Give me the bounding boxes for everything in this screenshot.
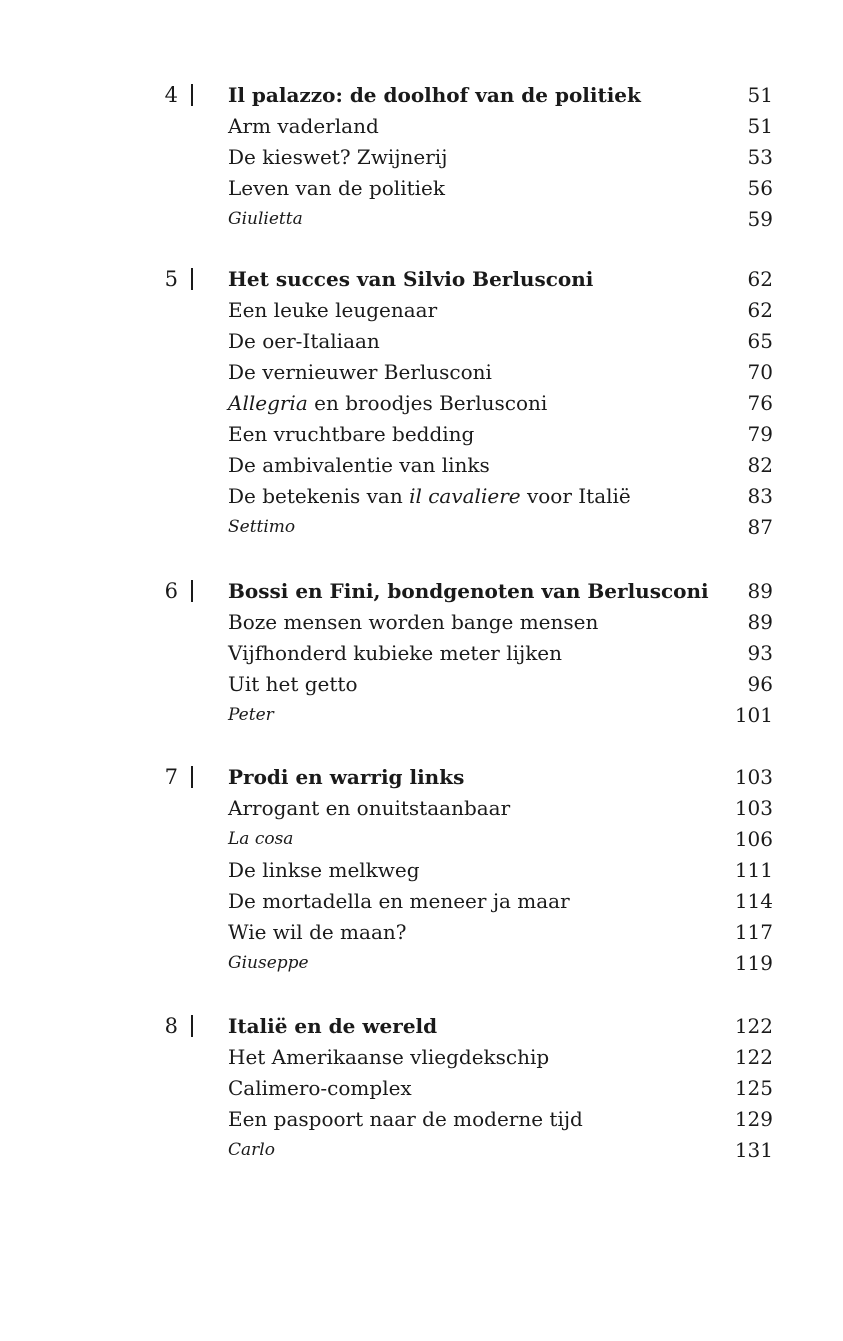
section-entry[interactable] <box>228 111 773 142</box>
section-title-part: De linkse melkweg <box>228 858 420 882</box>
section-title-part: Vijfhonderd kubieke meter lijken <box>228 641 563 665</box>
vignette-title: Giuseppe <box>228 953 309 973</box>
section-entry[interactable] <box>228 1042 773 1073</box>
section-title-part: en broodjes Berlusconi <box>307 391 548 415</box>
chapter-heading[interactable] <box>228 576 773 607</box>
page-number: 70 <box>747 360 773 384</box>
page-number: 56 <box>747 176 773 200</box>
chapter-title: Il palazzo: de doolhof van de politiek <box>228 83 641 107</box>
section-entry[interactable] <box>228 388 773 419</box>
chapter-title: Het succes van Silvio Berlusconi <box>228 267 594 291</box>
page-number: 111 <box>734 858 773 882</box>
section-entry[interactable] <box>228 855 773 886</box>
chapter-number: 7 <box>164 765 178 789</box>
section-title-part: Arm vaderland <box>228 114 379 138</box>
section-title <box>228 481 631 512</box>
page-number: 122 <box>734 1045 773 1069</box>
page-number: 131 <box>734 1138 773 1162</box>
page-number: 117 <box>734 920 773 944</box>
section-title-italic-part: La cosa <box>228 829 294 849</box>
vignette-title: Settimo <box>228 517 296 537</box>
section-entry[interactable] <box>228 793 773 824</box>
page-number: 96 <box>747 672 773 696</box>
section-title <box>228 855 420 886</box>
section-title <box>228 607 598 638</box>
section-title-part: De mortadella en meneer ja maar <box>228 889 570 913</box>
chapter-number: 4 <box>164 83 178 107</box>
chapter-heading[interactable] <box>228 762 773 793</box>
section-title <box>228 326 380 357</box>
vignette-entry[interactable] <box>228 1135 773 1166</box>
section-entry[interactable] <box>228 419 773 450</box>
page-number: 122 <box>734 1014 773 1038</box>
section-title <box>228 419 474 450</box>
chapter-number: 8 <box>164 1014 178 1038</box>
section-entry[interactable] <box>228 607 773 638</box>
section-title-italic-part: il cavaliere <box>409 484 521 508</box>
section-entry[interactable] <box>228 1073 773 1104</box>
section-title-italic-part: Allegria <box>228 391 308 415</box>
section-entry[interactable] <box>228 173 773 204</box>
section-title <box>228 173 445 204</box>
section-title-part: De vernieuwer Berlusconi <box>228 360 492 384</box>
page-number: 101 <box>734 703 773 727</box>
section-title <box>228 886 570 917</box>
page-number: 103 <box>734 796 773 820</box>
page-number: 62 <box>747 267 773 291</box>
vignette-title: Carlo <box>228 1140 275 1160</box>
vignette-title: Giulietta <box>228 209 303 229</box>
section-title <box>228 1104 583 1135</box>
section-title <box>228 1073 412 1104</box>
page-number: 103 <box>734 765 773 789</box>
chapter-heading[interactable] <box>228 264 773 295</box>
page-number: 119 <box>734 951 773 975</box>
page-number: 89 <box>747 579 773 603</box>
section-entry[interactable] <box>228 357 773 388</box>
chapter-title: Italië en de wereld <box>228 1014 438 1038</box>
section-entry[interactable] <box>228 669 773 700</box>
page-number: 62 <box>747 298 773 322</box>
chapter-heading[interactable] <box>228 1011 773 1042</box>
section-title <box>228 295 437 326</box>
section-title <box>228 669 358 700</box>
section-entry[interactable] <box>228 326 773 357</box>
section-entry[interactable] <box>228 450 773 481</box>
section-entry[interactable] <box>228 142 773 173</box>
page-number: 93 <box>747 641 773 665</box>
section-title-part: De oer-Italiaan <box>228 329 380 353</box>
vignette-entry[interactable] <box>228 204 773 235</box>
section-title <box>228 917 406 948</box>
section-entry[interactable] <box>228 295 773 326</box>
vignette-entry[interactable] <box>228 700 773 731</box>
page-number: 59 <box>747 207 773 231</box>
chapter-divider-bar <box>191 84 193 106</box>
section-title-part: Een paspoort naar de moderne tijd <box>228 1107 583 1131</box>
section-title-part: Arrogant en onuitstaanbaar <box>228 796 511 820</box>
section-title-part: Calimero-complex <box>228 1076 412 1100</box>
page-number: 79 <box>747 422 773 446</box>
section-title-part: De kieswet? Zwijnerij <box>228 145 448 169</box>
chapter-title: Prodi en warrig links <box>228 765 465 789</box>
page-number: 125 <box>734 1076 773 1100</box>
section-title <box>228 142 447 173</box>
page-number: 83 <box>747 484 773 508</box>
page-number: 65 <box>747 329 773 353</box>
vignette-entry[interactable] <box>228 512 773 543</box>
page-number: 87 <box>747 515 773 539</box>
page-number: 51 <box>747 83 773 107</box>
vignette-entry[interactable] <box>228 948 773 979</box>
chapter-number: 6 <box>164 579 178 603</box>
section-title-part: Een leuke leugenaar <box>228 298 438 322</box>
section-title <box>228 388 547 419</box>
section-title <box>228 1042 549 1073</box>
page-number: 106 <box>734 827 773 851</box>
section-title-part: voor Italië <box>520 484 631 508</box>
page-number: 129 <box>734 1107 773 1131</box>
chapter-heading[interactable] <box>228 80 773 111</box>
chapter-divider-bar <box>191 268 193 290</box>
chapter-title: Bossi en Fini, bondgenoten van Berlusconi <box>228 579 709 603</box>
section-title-part: Een vruchtbare bedding <box>228 422 475 446</box>
section-title-part: Wie wil de maan? <box>228 920 407 944</box>
section-title <box>228 824 293 855</box>
vignette-title: Peter <box>228 705 274 725</box>
section-entry[interactable] <box>228 886 773 917</box>
page-number: 76 <box>747 391 773 415</box>
page-number: 51 <box>747 114 773 138</box>
page-number: 82 <box>747 453 773 477</box>
section-entry[interactable] <box>228 638 773 669</box>
chapter-divider-bar <box>191 580 193 602</box>
section-title-part: Boze mensen worden bange mensen <box>228 610 599 634</box>
section-title <box>228 357 492 388</box>
page-number: 89 <box>747 610 773 634</box>
section-title-part: Leven van de politiek <box>228 176 445 200</box>
section-title-part: De ambivalentie van links <box>228 453 490 477</box>
section-title-part: Uit het getto <box>228 672 358 696</box>
section-title <box>228 638 562 669</box>
page-number: 114 <box>734 889 773 913</box>
section-entry[interactable] <box>228 1104 773 1135</box>
section-entry[interactable] <box>228 481 773 512</box>
section-title <box>228 450 490 481</box>
section-title <box>228 793 510 824</box>
section-entry[interactable] <box>228 824 773 855</box>
chapter-divider-bar <box>191 766 193 788</box>
section-title-part: Het Amerikaanse vliegdekschip <box>228 1045 550 1069</box>
section-title <box>228 111 379 142</box>
section-entry[interactable] <box>228 917 773 948</box>
chapter-divider-bar <box>191 1015 193 1037</box>
page-number: 53 <box>747 145 773 169</box>
section-title-part: De betekenis van <box>228 484 410 508</box>
chapter-number: 5 <box>164 267 178 291</box>
